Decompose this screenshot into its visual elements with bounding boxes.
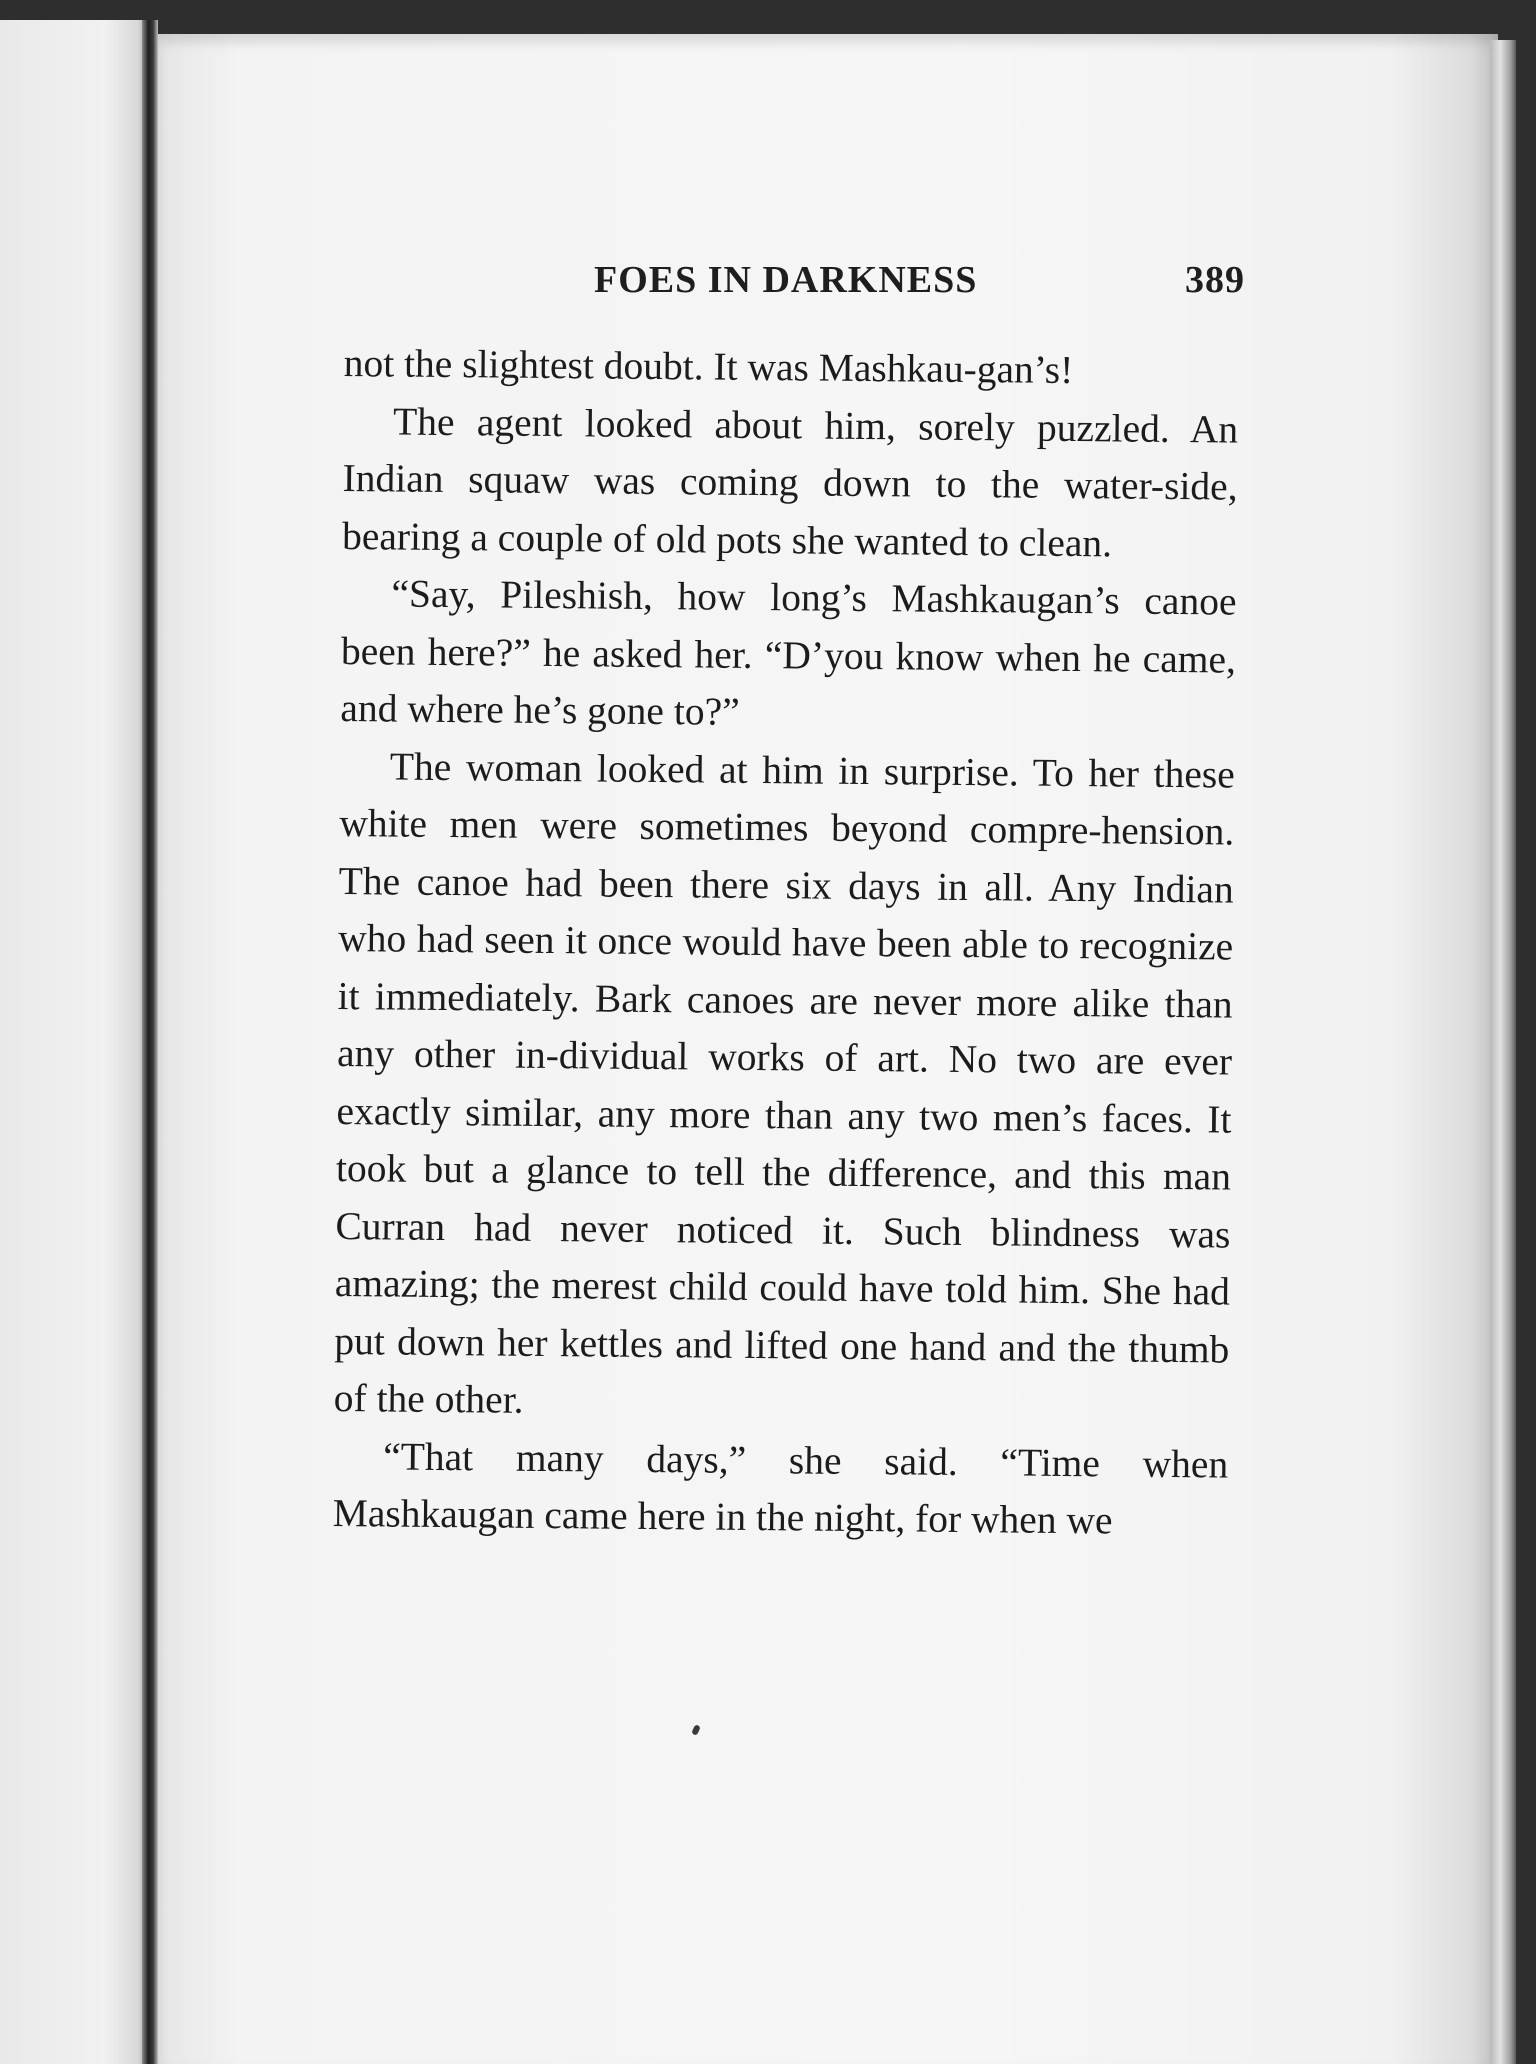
body-text bbox=[332, 335, 1239, 1551]
page-fore-edge bbox=[1490, 40, 1516, 2064]
paragraph: not the slightest doubt. It was Mashkau-gan’s! bbox=[343, 340, 1074, 393]
running-title: FOES IN DARKNESS bbox=[594, 259, 978, 301]
paragraph: The agent looked about him, sorely puzzled. An Indian squaw was coming down to the water-side, bearing a couple of old pots she wanted to clean. bbox=[341, 398, 1239, 565]
paragraph: “That many days,” she said. “Time when Mashkaugan came here in the night, for when we bbox=[332, 1433, 1229, 1543]
paragraph: “Say, Pileshish, how long’s Mashkaugan’s canoe been here?” he asked her. “D’you know when he came, and where he’s gone to?” bbox=[340, 571, 1237, 734]
left-page-edge bbox=[0, 20, 150, 2064]
paragraph: The woman looked at him in surprise. To her these white men were sometimes beyond compre-hension. The canoe had been there six days in all. Any Indian who had seen it once would have been able to recognize it immediately. Bark canoes are never more alike than any other in-dividual works of art. No two are ever exactly similar, any more than any two men’s faces. It took but a glance to tell the difference, and this man Curran had never noticed it. Such blindness was amazing; the merest child could have told him. She had put down her kettles and lifted one hand and the thumb of the other. bbox=[333, 743, 1236, 1422]
book-gutter bbox=[142, 20, 158, 2064]
running-header bbox=[340, 258, 1245, 310]
page-number: 389 bbox=[1185, 259, 1245, 301]
